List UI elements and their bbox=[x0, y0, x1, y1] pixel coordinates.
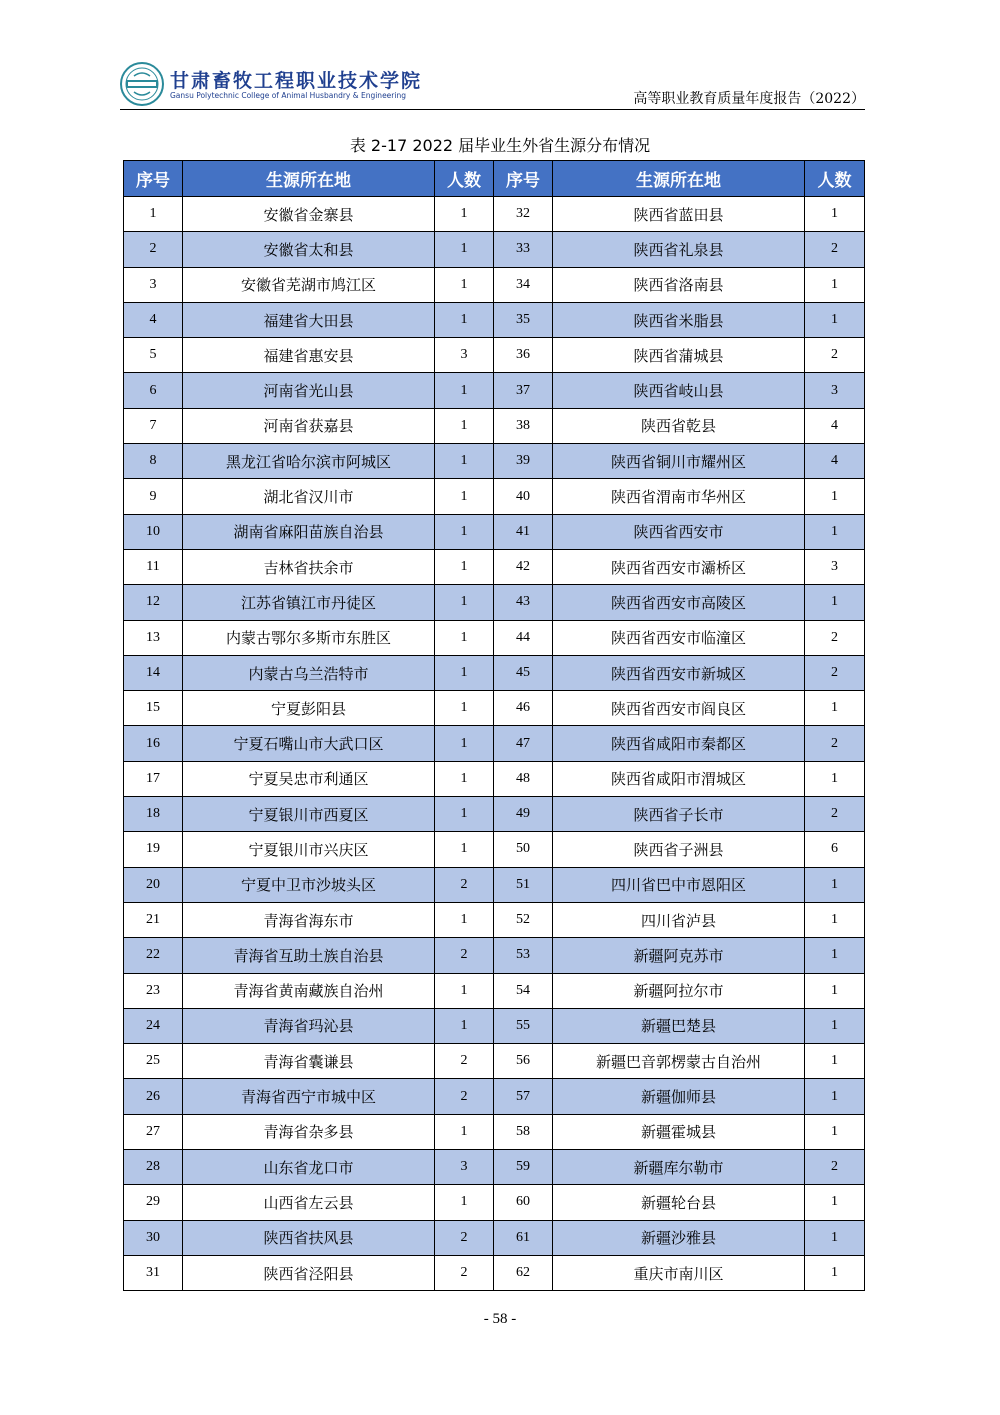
seq-cell: 48 bbox=[494, 761, 553, 796]
origin-cell: 宁夏银川市西夏区 bbox=[183, 797, 435, 832]
table-body bbox=[124, 197, 865, 1291]
seq-cell: 44 bbox=[494, 620, 553, 655]
origin-cell: 青海省海东市 bbox=[183, 902, 435, 937]
origin-cell: 安徽省芜湖市鸠江区 bbox=[183, 267, 435, 302]
seq-cell: 42 bbox=[494, 549, 553, 584]
origin-cell: 宁夏吴忠市利通区 bbox=[183, 761, 435, 796]
seq-cell: 19 bbox=[124, 832, 183, 867]
seq-cell: 14 bbox=[124, 655, 183, 690]
table-row bbox=[124, 1044, 865, 1079]
count-cell: 3 bbox=[435, 1150, 494, 1185]
count-cell: 1 bbox=[805, 514, 865, 549]
count-cell: 1 bbox=[435, 655, 494, 690]
header-origin: 生源所在地 bbox=[183, 161, 435, 197]
seq-cell: 1 bbox=[124, 197, 183, 232]
origin-cell: 陕西省西安市临潼区 bbox=[553, 620, 805, 655]
count-cell: 2 bbox=[805, 338, 865, 373]
seq-cell: 54 bbox=[494, 973, 553, 1008]
table-row bbox=[124, 338, 865, 373]
count-cell: 1 bbox=[805, 1114, 865, 1149]
table-row bbox=[124, 232, 865, 267]
origin-cell: 青海省杂多县 bbox=[183, 1114, 435, 1149]
origin-cell: 陕西省渭南市华州区 bbox=[553, 479, 805, 514]
students-origin-table bbox=[123, 160, 865, 1291]
seq-cell: 56 bbox=[494, 1044, 553, 1079]
origin-cell: 陕西省西安市新城区 bbox=[553, 655, 805, 690]
seq-cell: 16 bbox=[124, 726, 183, 761]
seq-cell: 52 bbox=[494, 902, 553, 937]
seq-cell: 53 bbox=[494, 938, 553, 973]
table-row bbox=[124, 973, 865, 1008]
origin-cell: 陕西省蒲城县 bbox=[553, 338, 805, 373]
table-row bbox=[124, 1079, 865, 1114]
origin-cell: 安徽省太和县 bbox=[183, 232, 435, 267]
count-cell: 2 bbox=[805, 655, 865, 690]
origin-cell: 陕西省岐山县 bbox=[553, 373, 805, 408]
seq-cell: 27 bbox=[124, 1114, 183, 1149]
seq-cell: 26 bbox=[124, 1079, 183, 1114]
seq-cell: 36 bbox=[494, 338, 553, 373]
seq-cell: 49 bbox=[494, 797, 553, 832]
origin-cell: 河南省获嘉县 bbox=[183, 408, 435, 443]
origin-cell: 山东省龙口市 bbox=[183, 1150, 435, 1185]
count-cell: 2 bbox=[435, 938, 494, 973]
school-name-en: Gansu Polytechnic College of Animal Husbandry & Engineering bbox=[170, 91, 406, 100]
seq-cell: 58 bbox=[494, 1114, 553, 1149]
count-cell: 2 bbox=[805, 232, 865, 267]
seq-cell: 2 bbox=[124, 232, 183, 267]
origin-cell: 青海省黄南藏族自治州 bbox=[183, 973, 435, 1008]
origin-cell: 陕西省子洲县 bbox=[553, 832, 805, 867]
origin-cell: 新疆伽师县 bbox=[553, 1079, 805, 1114]
origin-cell: 新疆霍城县 bbox=[553, 1114, 805, 1149]
seq-cell: 9 bbox=[124, 479, 183, 514]
table-row bbox=[124, 867, 865, 902]
origin-cell: 黑龙江省哈尔滨市阿城区 bbox=[183, 444, 435, 479]
count-cell: 1 bbox=[435, 549, 494, 584]
origin-cell: 陕西省蓝田县 bbox=[553, 197, 805, 232]
table-row bbox=[124, 902, 865, 937]
count-cell: 1 bbox=[435, 444, 494, 479]
count-cell: 3 bbox=[435, 338, 494, 373]
origin-cell: 宁夏彭阳县 bbox=[183, 691, 435, 726]
table-row bbox=[124, 585, 865, 620]
count-cell: 1 bbox=[435, 373, 494, 408]
count-cell: 1 bbox=[435, 902, 494, 937]
count-cell: 2 bbox=[805, 726, 865, 761]
count-cell: 4 bbox=[805, 444, 865, 479]
page-header bbox=[120, 58, 865, 110]
count-cell: 1 bbox=[435, 1185, 494, 1220]
origin-cell: 陕西省洛南县 bbox=[553, 267, 805, 302]
count-cell: 1 bbox=[805, 1220, 865, 1255]
table-header-row bbox=[124, 161, 865, 197]
count-cell: 1 bbox=[805, 1255, 865, 1290]
seq-cell: 55 bbox=[494, 1008, 553, 1043]
seq-cell: 45 bbox=[494, 655, 553, 690]
table-row bbox=[124, 832, 865, 867]
table-row bbox=[124, 267, 865, 302]
origin-cell: 河南省光山县 bbox=[183, 373, 435, 408]
seq-cell: 62 bbox=[494, 1255, 553, 1290]
seq-cell: 30 bbox=[124, 1220, 183, 1255]
seq-cell: 34 bbox=[494, 267, 553, 302]
seq-cell: 6 bbox=[124, 373, 183, 408]
origin-cell: 陕西省西安市高陵区 bbox=[553, 585, 805, 620]
seq-cell: 28 bbox=[124, 1150, 183, 1185]
table-row bbox=[124, 655, 865, 690]
table-row bbox=[124, 797, 865, 832]
table-row bbox=[124, 1255, 865, 1290]
seq-cell: 59 bbox=[494, 1150, 553, 1185]
origin-cell: 新疆库尔勒市 bbox=[553, 1150, 805, 1185]
count-cell: 1 bbox=[805, 761, 865, 796]
count-cell: 1 bbox=[435, 1008, 494, 1043]
origin-cell: 新疆阿克苏市 bbox=[553, 938, 805, 973]
seq-cell: 51 bbox=[494, 867, 553, 902]
table-row bbox=[124, 1220, 865, 1255]
seq-cell: 50 bbox=[494, 832, 553, 867]
seq-cell: 25 bbox=[124, 1044, 183, 1079]
count-cell: 1 bbox=[435, 761, 494, 796]
seq-cell: 47 bbox=[494, 726, 553, 761]
table-row bbox=[124, 197, 865, 232]
count-cell: 1 bbox=[435, 726, 494, 761]
count-cell: 1 bbox=[435, 585, 494, 620]
origin-cell: 陕西省扶风县 bbox=[183, 1220, 435, 1255]
table-row bbox=[124, 1008, 865, 1043]
table-row bbox=[124, 620, 865, 655]
origin-cell: 陕西省西安市 bbox=[553, 514, 805, 549]
seq-cell: 29 bbox=[124, 1185, 183, 1220]
table-row bbox=[124, 938, 865, 973]
table-row bbox=[124, 761, 865, 796]
table-row bbox=[124, 1150, 865, 1185]
count-cell: 2 bbox=[805, 1150, 865, 1185]
count-cell: 1 bbox=[805, 1079, 865, 1114]
count-cell: 2 bbox=[805, 620, 865, 655]
count-cell: 2 bbox=[435, 867, 494, 902]
origin-cell: 陕西省礼泉县 bbox=[553, 232, 805, 267]
seq-cell: 60 bbox=[494, 1185, 553, 1220]
seq-cell: 24 bbox=[124, 1008, 183, 1043]
count-cell: 1 bbox=[435, 514, 494, 549]
origin-cell: 新疆巴楚县 bbox=[553, 1008, 805, 1043]
count-cell: 1 bbox=[805, 197, 865, 232]
count-cell: 1 bbox=[805, 902, 865, 937]
seq-cell: 15 bbox=[124, 691, 183, 726]
seq-cell: 11 bbox=[124, 549, 183, 584]
header-seq: 序号 bbox=[124, 161, 183, 197]
count-cell: 1 bbox=[435, 1114, 494, 1149]
seq-cell: 37 bbox=[494, 373, 553, 408]
header-origin-2: 生源所在地 bbox=[553, 161, 805, 197]
origin-cell: 新疆轮台县 bbox=[553, 1185, 805, 1220]
count-cell: 2 bbox=[435, 1220, 494, 1255]
origin-cell: 内蒙古鄂尔多斯市东胜区 bbox=[183, 620, 435, 655]
origin-cell: 四川省泸县 bbox=[553, 902, 805, 937]
count-cell: 1 bbox=[435, 267, 494, 302]
seq-cell: 40 bbox=[494, 479, 553, 514]
count-cell: 1 bbox=[805, 691, 865, 726]
table-caption: 表 2-17 2022 届毕业生外省生源分布情况 bbox=[349, 136, 651, 155]
count-cell: 3 bbox=[805, 373, 865, 408]
count-cell: 6 bbox=[805, 832, 865, 867]
seq-cell: 41 bbox=[494, 514, 553, 549]
table-row bbox=[124, 691, 865, 726]
origin-cell: 福建省大田县 bbox=[183, 302, 435, 337]
count-cell: 2 bbox=[435, 1255, 494, 1290]
seq-cell: 5 bbox=[124, 338, 183, 373]
count-cell: 1 bbox=[435, 232, 494, 267]
seq-cell: 57 bbox=[494, 1079, 553, 1114]
count-cell: 1 bbox=[805, 585, 865, 620]
count-cell: 4 bbox=[805, 408, 865, 443]
origin-cell: 青海省互助土族自治县 bbox=[183, 938, 435, 973]
seq-cell: 46 bbox=[494, 691, 553, 726]
table-row bbox=[124, 514, 865, 549]
origin-cell: 陕西省乾县 bbox=[553, 408, 805, 443]
origin-cell: 陕西省西安市阎良区 bbox=[553, 691, 805, 726]
header-seq-2: 序号 bbox=[494, 161, 553, 197]
count-cell: 1 bbox=[805, 479, 865, 514]
seq-cell: 13 bbox=[124, 620, 183, 655]
seq-cell: 31 bbox=[124, 1255, 183, 1290]
count-cell: 2 bbox=[805, 797, 865, 832]
origin-cell: 宁夏中卫市沙坡头区 bbox=[183, 867, 435, 902]
seq-cell: 33 bbox=[494, 232, 553, 267]
table-row bbox=[124, 1185, 865, 1220]
report-title: 高等职业教育质量年度报告（2022） bbox=[633, 91, 865, 107]
seq-cell: 38 bbox=[494, 408, 553, 443]
origin-cell: 新疆阿拉尔市 bbox=[553, 973, 805, 1008]
origin-cell: 安徽省金寨县 bbox=[183, 197, 435, 232]
origin-cell: 青海省玛沁县 bbox=[183, 1008, 435, 1043]
seq-cell: 3 bbox=[124, 267, 183, 302]
seq-cell: 8 bbox=[124, 444, 183, 479]
count-cell: 1 bbox=[435, 479, 494, 514]
school-logo-icon bbox=[120, 62, 164, 106]
origin-cell: 新疆巴音郭楞蒙古自治州 bbox=[553, 1044, 805, 1079]
count-cell: 1 bbox=[805, 973, 865, 1008]
origin-cell: 江苏省镇江市丹徒区 bbox=[183, 585, 435, 620]
seq-cell: 23 bbox=[124, 973, 183, 1008]
origin-cell: 陕西省咸阳市渭城区 bbox=[553, 761, 805, 796]
origin-cell: 陕西省西安市灞桥区 bbox=[553, 549, 805, 584]
origin-cell: 陕西省咸阳市秦都区 bbox=[553, 726, 805, 761]
origin-cell: 重庆市南川区 bbox=[553, 1255, 805, 1290]
seq-cell: 39 bbox=[494, 444, 553, 479]
origin-cell: 陕西省泾阳县 bbox=[183, 1255, 435, 1290]
header-count-2: 人数 bbox=[805, 161, 865, 197]
seq-cell: 35 bbox=[494, 302, 553, 337]
count-cell: 1 bbox=[435, 832, 494, 867]
seq-cell: 22 bbox=[124, 938, 183, 973]
origin-cell: 四川省巴中市恩阳区 bbox=[553, 867, 805, 902]
count-cell: 1 bbox=[805, 938, 865, 973]
seq-cell: 4 bbox=[124, 302, 183, 337]
origin-cell: 吉林省扶余市 bbox=[183, 549, 435, 584]
origin-cell: 湖南省麻阳苗族自治县 bbox=[183, 514, 435, 549]
seq-cell: 20 bbox=[124, 867, 183, 902]
count-cell: 1 bbox=[805, 867, 865, 902]
seq-cell: 12 bbox=[124, 585, 183, 620]
table-row bbox=[124, 444, 865, 479]
count-cell: 1 bbox=[805, 1008, 865, 1043]
origin-cell: 内蒙古乌兰浩特市 bbox=[183, 655, 435, 690]
table-row bbox=[124, 373, 865, 408]
count-cell: 1 bbox=[805, 1185, 865, 1220]
count-cell: 3 bbox=[805, 549, 865, 584]
table-row bbox=[124, 549, 865, 584]
origin-cell: 青海省囊谦县 bbox=[183, 1044, 435, 1079]
table-row bbox=[124, 302, 865, 337]
seq-cell: 10 bbox=[124, 514, 183, 549]
origin-cell: 新疆沙雅县 bbox=[553, 1220, 805, 1255]
count-cell: 2 bbox=[435, 1044, 494, 1079]
count-cell: 1 bbox=[435, 620, 494, 655]
count-cell: 1 bbox=[435, 797, 494, 832]
school-name-cn: 甘肃畜牧工程职业技术学院 bbox=[170, 70, 423, 92]
seq-cell: 43 bbox=[494, 585, 553, 620]
count-cell: 1 bbox=[435, 302, 494, 337]
count-cell: 2 bbox=[435, 1079, 494, 1114]
origin-cell: 青海省西宁市城中区 bbox=[183, 1079, 435, 1114]
table-row bbox=[124, 479, 865, 514]
seq-cell: 21 bbox=[124, 902, 183, 937]
page-number: - 58 - bbox=[483, 1311, 517, 1327]
seq-cell: 7 bbox=[124, 408, 183, 443]
origin-cell: 陕西省子长市 bbox=[553, 797, 805, 832]
origin-cell: 宁夏石嘴山市大武口区 bbox=[183, 726, 435, 761]
count-cell: 1 bbox=[805, 267, 865, 302]
table-row bbox=[124, 726, 865, 761]
table-row bbox=[124, 408, 865, 443]
origin-cell: 陕西省米脂县 bbox=[553, 302, 805, 337]
seq-cell: 32 bbox=[494, 197, 553, 232]
seq-cell: 18 bbox=[124, 797, 183, 832]
count-cell: 1 bbox=[805, 1044, 865, 1079]
header-count: 人数 bbox=[435, 161, 494, 197]
count-cell: 1 bbox=[435, 691, 494, 726]
seq-cell: 61 bbox=[494, 1220, 553, 1255]
count-cell: 1 bbox=[805, 302, 865, 337]
count-cell: 1 bbox=[435, 197, 494, 232]
origin-cell: 陕西省铜川市耀州区 bbox=[553, 444, 805, 479]
origin-cell: 山西省左云县 bbox=[183, 1185, 435, 1220]
count-cell: 1 bbox=[435, 973, 494, 1008]
origin-cell: 福建省惠安县 bbox=[183, 338, 435, 373]
origin-cell: 宁夏银川市兴庆区 bbox=[183, 832, 435, 867]
table-row bbox=[124, 1114, 865, 1149]
count-cell: 1 bbox=[435, 408, 494, 443]
seq-cell: 17 bbox=[124, 761, 183, 796]
origin-cell: 湖北省汉川市 bbox=[183, 479, 435, 514]
header-divider bbox=[120, 109, 865, 110]
